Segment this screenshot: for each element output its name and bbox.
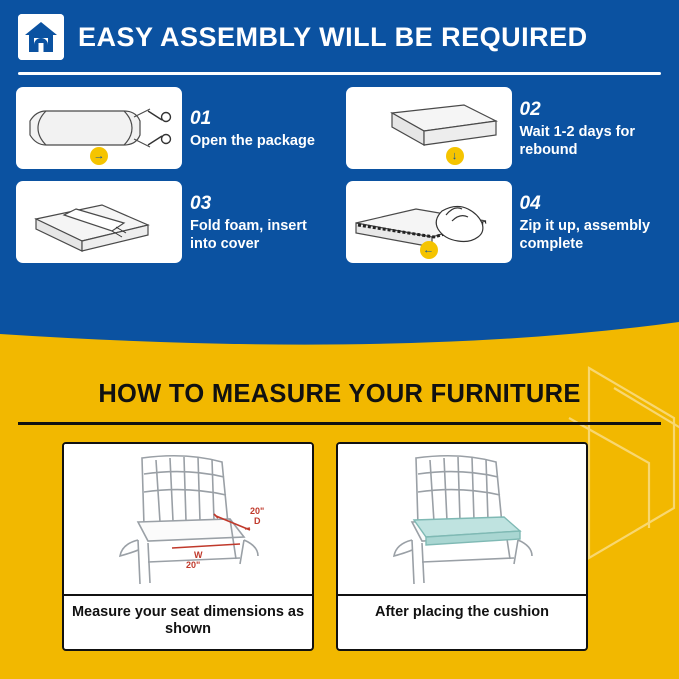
step-01 bbox=[16, 87, 334, 169]
card-2-caption: After placing the cushion bbox=[374, 604, 549, 620]
arrow-left-icon: ← bbox=[420, 241, 438, 259]
home-icon bbox=[18, 14, 64, 60]
assembly-steps bbox=[0, 75, 679, 263]
step-01-number-wrap bbox=[190, 108, 334, 130]
svg-text:20": 20" bbox=[186, 560, 201, 570]
step-01-number: 01 bbox=[190, 107, 212, 129]
foam-cushion-illustration bbox=[346, 87, 512, 169]
step-04-label: Zip it up, assembly complete bbox=[519, 218, 651, 252]
measure-title: HOW TO MEASURE YOUR FURNITURE bbox=[98, 380, 581, 408]
svg-text:W: W bbox=[194, 550, 203, 560]
chair-with-measurement-dimensions-illustration bbox=[64, 444, 312, 594]
step-04-number-wrap bbox=[520, 193, 664, 215]
step-03-number: 03 bbox=[190, 193, 212, 215]
assembly-header bbox=[0, 0, 679, 66]
svg-text:D: D bbox=[254, 516, 261, 526]
step-04-number: 04 bbox=[519, 193, 541, 215]
step-02-label: Wait 1-2 days for rebound bbox=[519, 124, 635, 158]
step-03 bbox=[16, 181, 334, 263]
measure-cards bbox=[62, 442, 622, 651]
step-02-number: 02 bbox=[519, 99, 541, 121]
measure-card-1 bbox=[62, 442, 314, 651]
page-title: EASY ASSEMBLY WILL BE REQUIRED bbox=[78, 21, 588, 52]
hand-zipping-cushion-illustration bbox=[346, 181, 512, 263]
package-with-scissors-illustration bbox=[16, 87, 182, 169]
step-03-text bbox=[190, 181, 334, 263]
card-1-caption: Measure your seat dimensions as shown bbox=[71, 604, 305, 638]
step-02-number-wrap bbox=[520, 99, 664, 121]
step-01-label: Open the package bbox=[190, 132, 315, 149]
measure-card-2 bbox=[336, 442, 588, 651]
arrow-right-icon: → bbox=[90, 147, 108, 165]
chair-with-cushion-placed-illustration bbox=[338, 444, 586, 594]
step-02 bbox=[346, 87, 664, 169]
step-03-number-wrap bbox=[190, 193, 334, 215]
assembly-section bbox=[0, 0, 679, 330]
measure-divider bbox=[18, 422, 661, 425]
step-02-text bbox=[520, 87, 664, 169]
step-04 bbox=[346, 181, 664, 263]
step-04-text bbox=[520, 181, 664, 263]
measure-section bbox=[0, 318, 679, 679]
folding-foam-into-cover-illustration bbox=[16, 181, 182, 263]
svg-text:20": 20" bbox=[250, 506, 265, 516]
step-03-label: Fold foam, insert into cover bbox=[190, 218, 307, 252]
step-01-text bbox=[190, 87, 334, 169]
section-curve-divider bbox=[0, 318, 679, 360]
arrow-down-icon: ↓ bbox=[446, 147, 464, 165]
